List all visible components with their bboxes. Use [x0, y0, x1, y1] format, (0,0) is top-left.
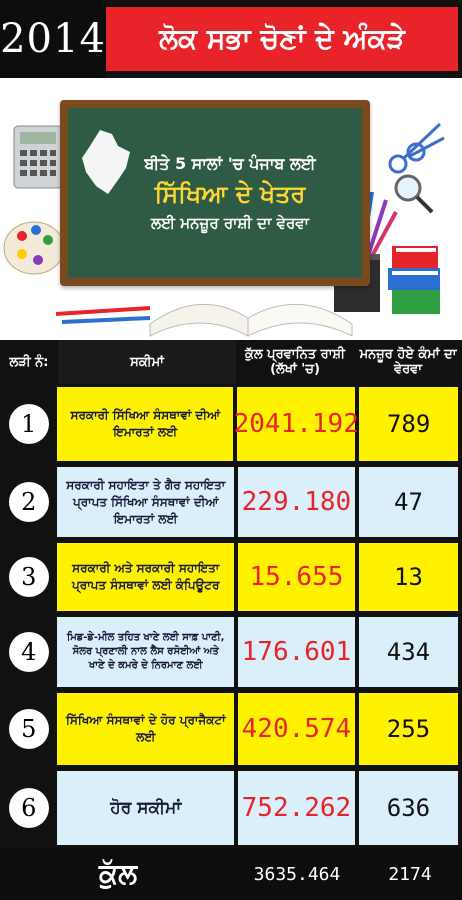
- approved-amount: 15.655: [238, 543, 355, 611]
- row-number: 5: [9, 709, 49, 749]
- approved-amount: 752.262: [238, 771, 355, 845]
- total-label: ਕੁੱਲ: [98, 857, 138, 890]
- scheme-name: ਸਰਕਾਰੀ ਸਿੱਖਿਆ ਸੰਸਥਾਵਾਂ ਦੀਆਂ ਇਮਾਰਤਾਂ ਲਈ: [57, 387, 233, 461]
- table-row: [0, 614, 462, 690]
- header-bar: [0, 0, 462, 78]
- header-schemes: ਸਕੀਮਾਂ: [58, 340, 236, 384]
- scissors-icon: [390, 124, 444, 172]
- scheme-name: ਸਰਕਾਰੀ ਅਤੇ ਸਰਕਾਰੀ ਸਹਾਇਤਾ ਪ੍ਰਾਪਤ ਸੰਸਥਾਵਾਂ ਲਈ ਕੰਪਿਊਟਰ: [57, 543, 234, 611]
- table-header: [0, 340, 462, 384]
- approved-amount: 420.574: [238, 693, 355, 765]
- total-works: 2174: [388, 863, 432, 885]
- board-line-1: ਬੀਤੇ 5 ਸਾਲਾਂ 'ਚ ਪੰਜਾਬ ਲਈ: [144, 154, 316, 173]
- row-number: 4: [9, 632, 49, 672]
- chalkboard: [60, 100, 370, 286]
- header-works: ਮਨਜ਼ੂਰ ਹੋਏ ਕੰਮਾਂ ਦਾ ਵੇਰਵਾ: [354, 340, 462, 384]
- works-count: 47: [359, 467, 458, 537]
- table-row: [0, 540, 462, 614]
- approved-amount: 2041.192: [237, 387, 355, 461]
- works-count: 434: [359, 617, 458, 687]
- page-title: ਲੋਕ ਸਭਾ ਚੋਣਾਂ ਦੇ ਅੰਕੜੇ: [106, 7, 458, 71]
- header-amount: ਕੁੱਲ ਪ੍ਰਵਾਨਿਤ ਰਾਸ਼ੀ (ਲੱਖਾਂ 'ਚ): [236, 340, 354, 384]
- board-line-3: ਲਈ ਮਨਜ਼ੂਰ ਰਾਸ਼ੀ ਦਾ ਵੇਰਵਾ: [151, 214, 309, 232]
- scheme-name: ਹੋਰ ਸਕੀਮਾਂ: [57, 771, 234, 845]
- works-count: 789: [359, 387, 458, 461]
- works-count: 255: [359, 693, 458, 765]
- table-row: [0, 464, 462, 540]
- table-row: [0, 690, 462, 768]
- header-serial: ਲੜੀ ਨੰ:: [0, 340, 58, 384]
- punjab-map-icon: [78, 128, 134, 198]
- calculator-icon: [14, 126, 62, 188]
- total-amount: 3635.464: [253, 863, 341, 885]
- chalkboard-surface: [68, 108, 362, 278]
- open-book-icon: [150, 304, 352, 336]
- row-number: 6: [9, 788, 49, 828]
- education-funds-table: [0, 340, 462, 900]
- year-label: 2014: [0, 0, 106, 78]
- crayons-icon: [56, 308, 150, 322]
- approved-amount: 229.180: [238, 467, 355, 537]
- paint-palette-icon: [4, 222, 64, 274]
- books-icon: [388, 246, 440, 314]
- scheme-name: ਮਿਡ-ਡੇ-ਮੀਲ ਤਹਿਤ ਖਾਣੇ ਲਈ ਸਾਫ਼ ਪਾਣੀ, ਸੋਲਰ ਪ੍ਰਣਾਲੀ ਨਾਲ ਲੈੱਸ ਰਸੋਈਆਂ ਅਤੇ ਖਾਣੇ ਦੇ ਕਮਰੇ ਦੇ ਨਿਰਮਾਣ ਲਈ: [57, 617, 234, 687]
- total-row: [0, 848, 462, 900]
- row-number: 1: [9, 404, 49, 444]
- table-row: [0, 384, 462, 464]
- scheme-name: ਸਰਕਾਰੀ ਸਹਾਇਤਾ ਤੇ ਗੈਰ ਸਹਾਇਤਾ ਪ੍ਰਾਪਤ ਸਿੱਖਿਆ ਸੰਸਥਾਵਾਂ ਦੀਆਂ ਇਮਾਰਤਾਂ ਲਈ: [57, 467, 234, 537]
- works-count: 636: [359, 771, 458, 845]
- row-number: 2: [9, 482, 49, 522]
- magnifier-icon: [396, 176, 432, 212]
- board-line-2: ਸਿੱਖਿਆ ਦੇ ਖੇਤਰ: [154, 180, 306, 208]
- scheme-name: ਸਿੱਖਿਆ ਸੰਸਥਾਵਾਂ ਦੇ ਹੋਰ ਪ੍ਰਾਜੈਕਟਾਂ ਲਈ: [57, 693, 234, 765]
- row-number: 3: [9, 557, 49, 597]
- table-row: [0, 768, 462, 848]
- works-count: 13: [359, 543, 458, 611]
- approved-amount: 176.601: [238, 617, 355, 687]
- education-illustration: [0, 78, 462, 340]
